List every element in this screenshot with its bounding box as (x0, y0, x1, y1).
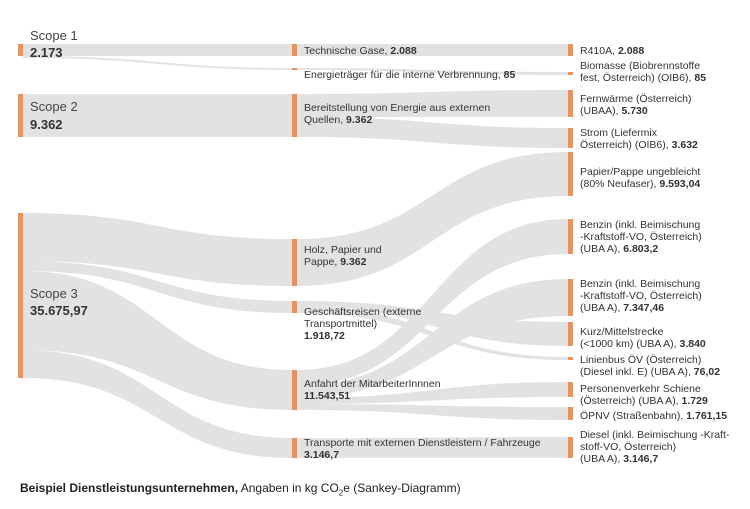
node-benzin-1 (568, 219, 573, 254)
right-label-benzin-1: Benzin (inkl. Beimischung -Kraftstoff-VO, Österreich) (UBA A), 6.803,2 (580, 219, 702, 255)
scope-1-value: 2.173 (30, 45, 63, 60)
node-scope-1 (18, 44, 23, 56)
node-biomasse (568, 72, 573, 75)
middle-label-bereitstellung-energie: Bereitstellung von Energie aus externen Quellen, 9.362 (304, 102, 491, 126)
node-papier-pappe (568, 152, 573, 196)
right-label-oepnv: ÖPNV (Straßenbahn), 1.761,15 (580, 410, 728, 422)
flow-scope1-energietraeger (23, 56, 292, 70)
middle-label-technische-gase: Technische Gase, 2.088 (304, 45, 417, 57)
right-label-papier-pappe: Papier/Pappe ungebleicht (80% Neufaser), 9.593,04 (580, 166, 701, 190)
node-kurzstrecke (568, 322, 573, 346)
middle-label-geschaeftsreisen: Geschäftsreisen (externe Transportmittel) 1.918,72 (304, 306, 422, 342)
node-oepnv (568, 407, 573, 420)
right-label-benzin-2: Benzin (inkl. Beimischung -Kraftstoff-VO, Österreich) (UBA A), 7.347,46 (580, 278, 702, 314)
node-transporte (292, 438, 297, 458)
node-bereitstellung (292, 94, 297, 137)
scope-3-label: Scope 3 (30, 286, 78, 301)
flow-scope1-technische-gase (23, 44, 292, 56)
middle-label-anfahrt: Anfahrt der MitarbeiterInnnen 11.543,51 (304, 378, 441, 402)
node-holz-papier (292, 239, 297, 286)
figure-caption: Beispiel Dienstleistungsunternehmen, Angaben in kg $CO_2e$ (Sankey-Diagramm) (20, 481, 461, 498)
node-scope-3 (18, 213, 23, 378)
node-benzin-2 (568, 279, 573, 316)
right-label-fernwaerme: Fernwärme (Österreich) (UBAA), 5.730 (580, 93, 692, 117)
right-label-diesel: Diesel (inkl. Beimischung -Kraft- stoff-VO, Österreich) (UBA A), 3.146,7 (580, 429, 730, 465)
scope-3-value: 35.675,97 (30, 303, 88, 318)
middle-label-energietraeger: Energieträger für die interne Verbrennung, 85 (304, 69, 516, 81)
flow-anfahrt-oepnv (297, 404, 568, 420)
node-anfahrt (292, 370, 297, 410)
scope-1-label: Scope 1 (30, 28, 78, 43)
node-schiene (568, 382, 573, 397)
middle-label-holz-papier: Holz, Papier und Pappe, 9.362 (304, 244, 382, 268)
right-label-r410a: R410A, 2.088 (580, 45, 645, 57)
right-label-linienbus: Linienbus ÖV (Österreich) (Diesel inkl. E) (UBA A), 76,02 (580, 354, 721, 378)
right-label-schiene: Personenverkehr Schiene (Österreich) (UBA A), 1.729 (580, 383, 708, 407)
scope-2-value: 9.362 (30, 117, 63, 132)
node-strom (568, 128, 573, 148)
node-fernwaerme (568, 90, 573, 117)
node-r410a (568, 44, 573, 56)
node-scope-2 (18, 94, 23, 137)
node-diesel (568, 437, 573, 458)
node-technische-gase (292, 44, 297, 56)
right-label-kurzstrecke: Kurz/Mittelstrecke (<1000 km) (UBA A), 3.840 (580, 326, 706, 350)
node-energietraeger (292, 68, 297, 70)
scope-2-label: Scope 2 (30, 99, 78, 114)
node-geschaeftsreisen (292, 301, 297, 313)
middle-label-transporte: Transporte mit externen Dienstleistern / Fahrzeuge 3.146,7 (304, 437, 541, 461)
right-label-strom: Strom (Liefermix Österreich) (OIB6), 3.632 (580, 127, 698, 151)
node-linienbus (568, 357, 573, 360)
right-label-biomasse: Biomasse (Biobrennstoffe fest, Österreich) (OIB6), 85 (580, 60, 707, 84)
